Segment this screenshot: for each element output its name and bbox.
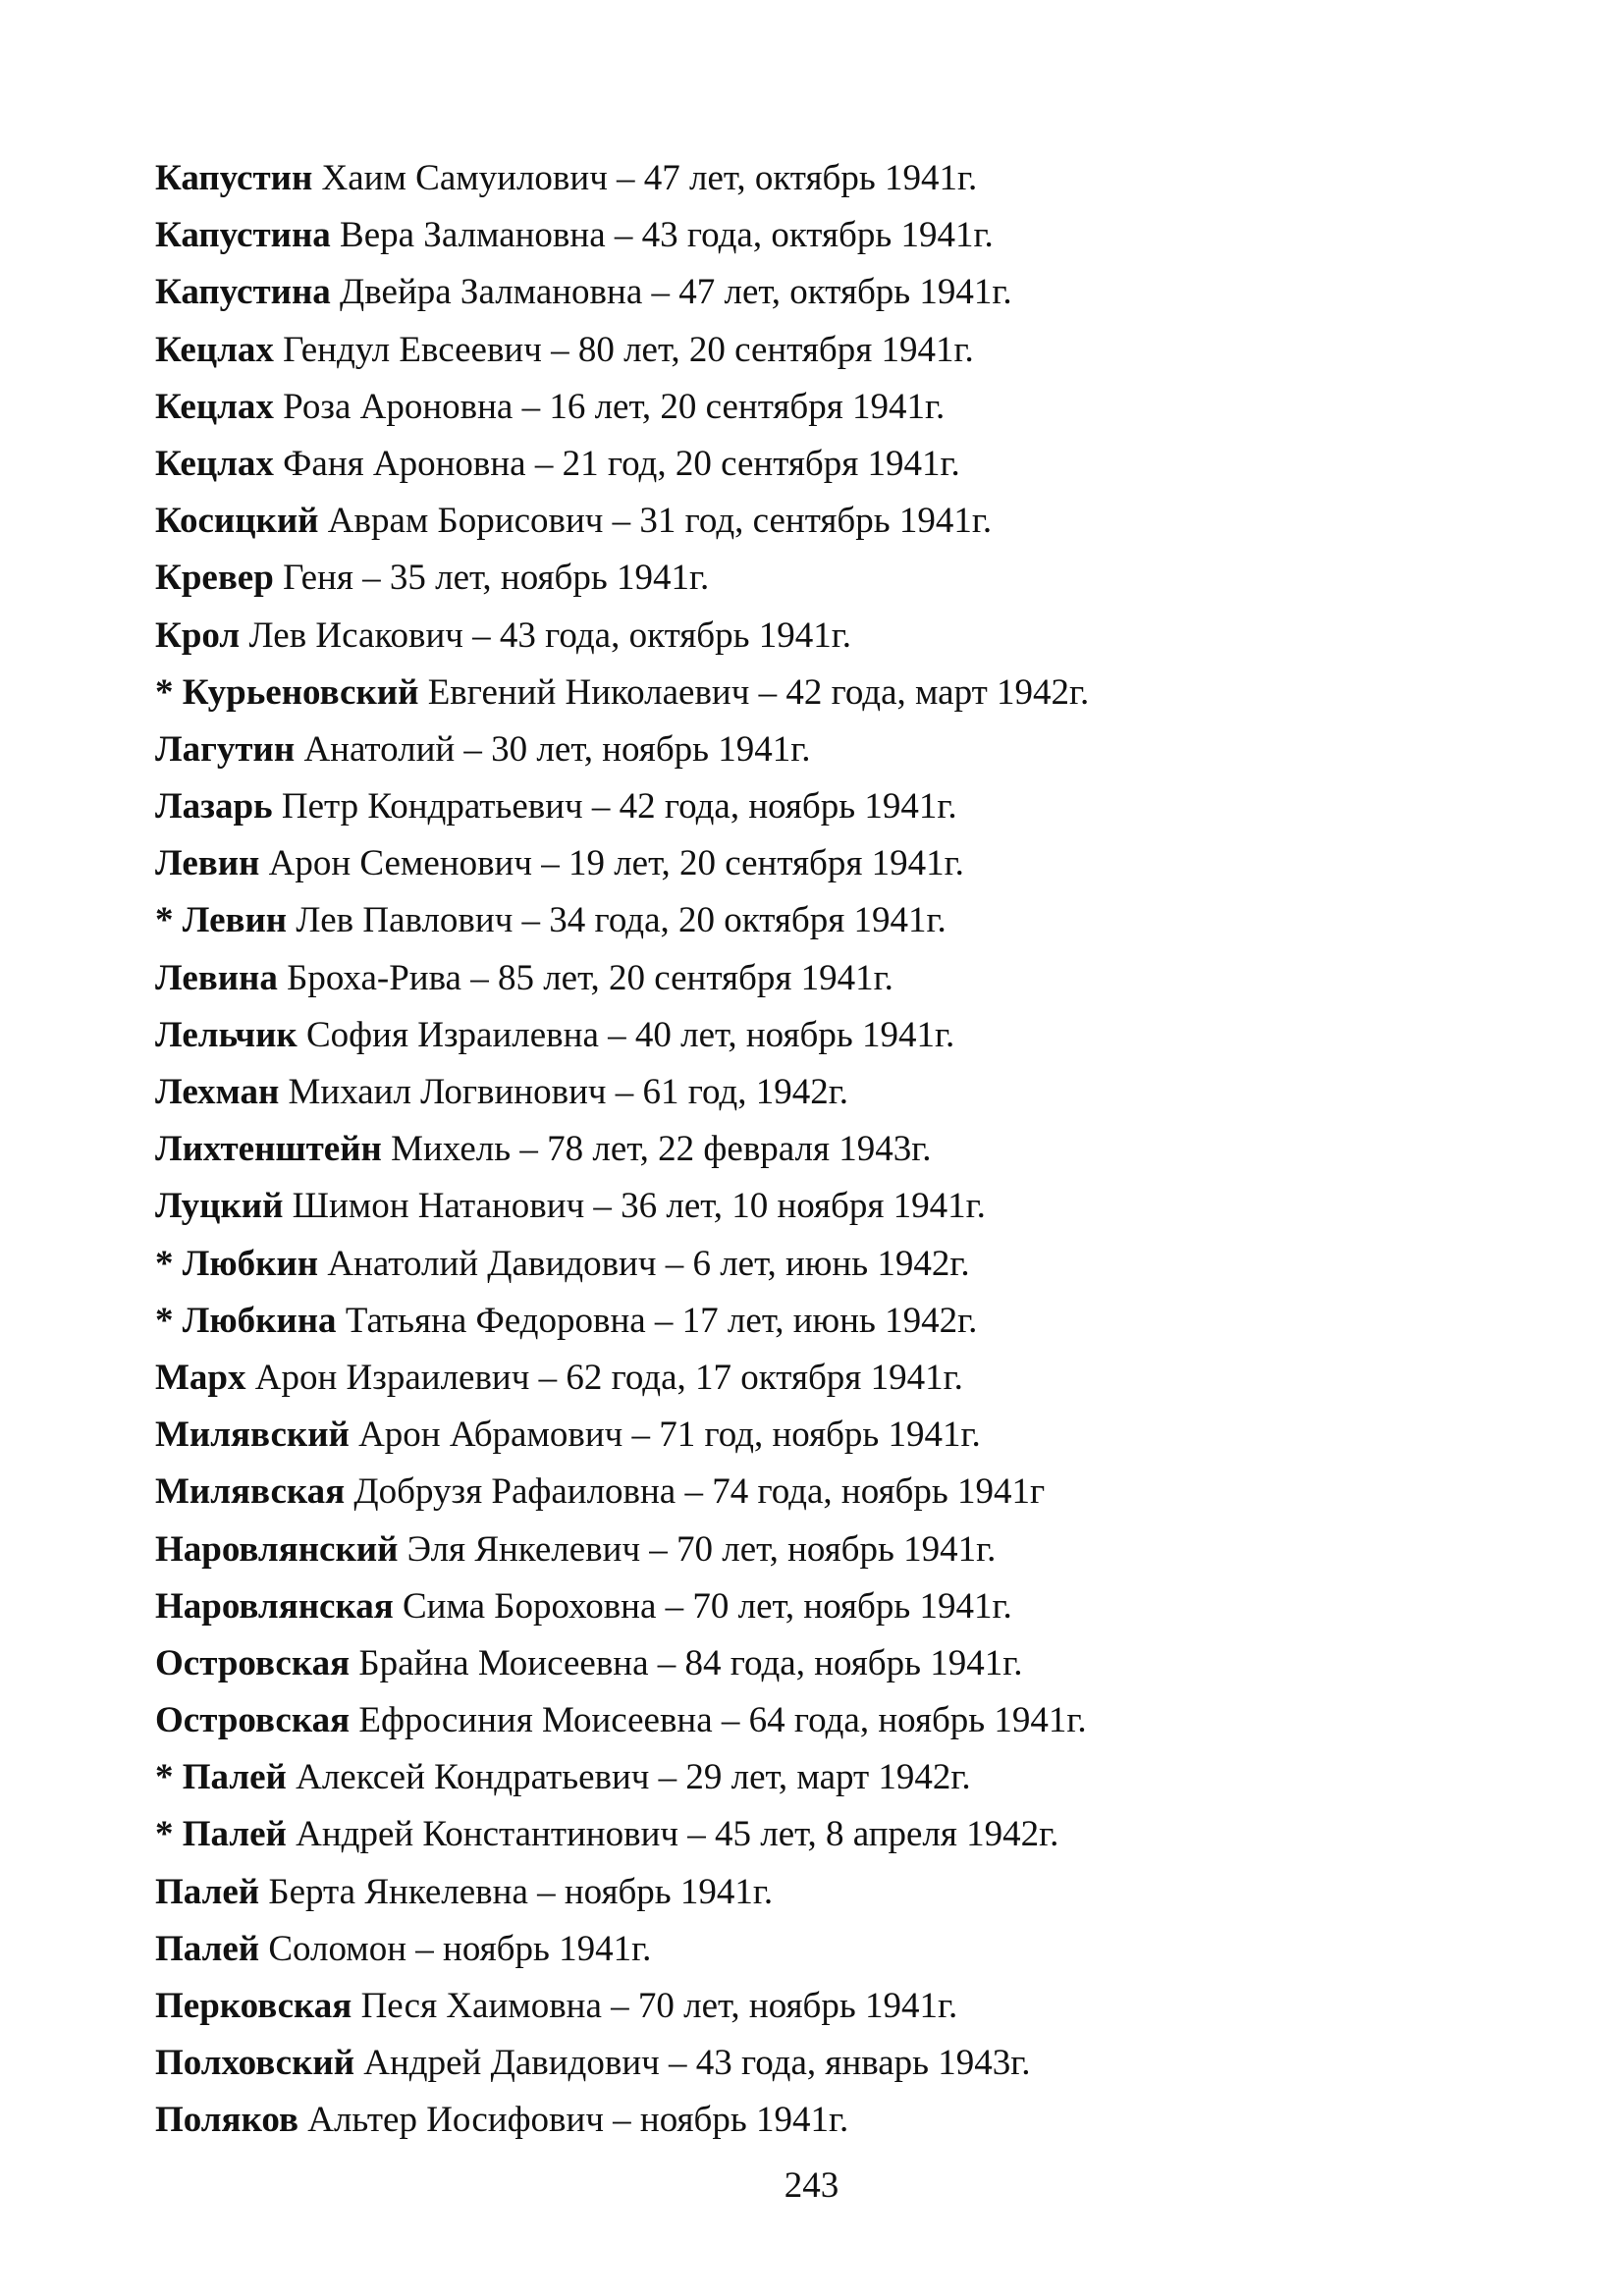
list-item (155, 150, 1490, 207)
list-item (155, 207, 1490, 264)
entry-details: Шимон Натанович – 36 лет, 10 ноября 1941г. (283, 1186, 986, 1227)
surname: Левина (155, 957, 278, 998)
entry-details: Гендул Евсеевич – 80 лет, 20 сентября 1941г. (273, 329, 974, 370)
asterisk-mark: * (155, 900, 183, 941)
asterisk-mark: * (155, 1243, 183, 1284)
surname: Палей (155, 1928, 260, 1969)
list-item (155, 379, 1490, 436)
entry-details: Броха-Рива – 85 лет, 20 сентября 1941г. (277, 957, 893, 998)
surname: Палей (155, 1871, 260, 1912)
entry-details: Альтер Иосифович – ноябрь 1941г. (298, 2100, 849, 2141)
asterisk-mark: * (155, 671, 183, 713)
surname: Курьеновский (182, 671, 419, 713)
asterisk-mark: * (155, 1300, 183, 1341)
entry-details: Фаня Ароновна – 21 год, 20 сентября 1941г. (273, 443, 960, 484)
entry-details: Вера Залмановна – 43 года, октябрь 1941г. (330, 215, 994, 256)
surname: Кецлах (155, 443, 274, 484)
entry-details: София Израилевна – 40 лет, ноябрь 1941г. (297, 1014, 955, 1055)
entry-details: Добрузя Рафаиловна – 74 года, ноябрь 1941г (345, 1471, 1046, 1513)
entry-details: Роза Ароновна – 16 лет, 20 сентября 1941г. (273, 386, 946, 427)
surname: Косицкий (155, 501, 319, 542)
entry-details: Арон Абрамович – 71 год, ноябрь 1941г. (349, 1415, 981, 1456)
surname: Марх (155, 1357, 246, 1398)
list-item (155, 1464, 1490, 1521)
list-item (155, 1749, 1490, 1806)
asterisk-mark: * (155, 1814, 183, 1855)
list-item (155, 1178, 1490, 1235)
list-item (155, 1293, 1490, 1350)
entry-details: Сима Бороховна – 70 лет, ноябрь 1941г. (393, 1585, 1012, 1627)
surname: Островская (155, 1700, 351, 1741)
list-item (155, 1121, 1490, 1178)
entry-details: Лев Павлович – 34 года, 20 октября 1941г. (287, 900, 947, 941)
page-number: 243 (784, 2165, 839, 2206)
entry-details: Двейра Залмановна – 47 лет, октябрь 1941г. (330, 272, 1012, 313)
surname: Лехман (155, 1072, 280, 1112)
list-item (155, 1806, 1490, 1863)
entry-details: Эля Янкелевич – 70 лет, ноябрь 1941г. (398, 1528, 997, 1570)
entry-details: Арон Израилевич – 62 года, 17 октября 1941г. (245, 1357, 963, 1398)
surname: Палей (182, 1757, 287, 1798)
list-item (155, 778, 1490, 835)
list-item (155, 665, 1490, 721)
list-item (155, 1064, 1490, 1121)
surname: Островская (155, 1642, 351, 1683)
list-item (155, 1978, 1490, 2035)
surname: Кревер (155, 558, 274, 599)
entry-details: Анатолий – 30 лет, ноябрь 1941г. (295, 728, 811, 770)
entry-details: Михель – 78 лет, 22 февраля 1943г. (381, 1129, 932, 1170)
surname: Любкин (182, 1243, 319, 1284)
asterisk-mark: * (155, 1757, 183, 1798)
surname: Капустина (155, 215, 331, 256)
entry-details: Аврам Борисович – 31 год, сентябрь 1941г. (318, 501, 993, 542)
entry-details: Евгений Николаевич – 42 года, март 1942г. (418, 671, 1090, 713)
surname: Левин (182, 900, 288, 941)
list-item (155, 1921, 1490, 1978)
entry-details: Арон Семенович – 19 лет, 20 сентября 1941г. (259, 843, 964, 884)
list-item (155, 835, 1490, 892)
surname: Кецлах (155, 386, 274, 427)
victims-list (155, 150, 1490, 2150)
list-item (155, 1578, 1490, 1635)
entry-details: Андрей Давидович – 43 года, январь 1943г. (354, 2043, 1031, 2084)
surname: Перковская (155, 1986, 352, 2026)
surname: Милявская (155, 1471, 346, 1513)
list-item (155, 322, 1490, 379)
entry-details: Геня – 35 лет, ноябрь 1941г. (273, 558, 710, 599)
surname: Лагутин (155, 728, 296, 770)
list-item (155, 436, 1490, 493)
entry-details: Анатолий Давидович – 6 лет, июнь 1942г. (318, 1243, 970, 1284)
surname: Наровлянская (155, 1585, 394, 1627)
surname: Крол (155, 614, 241, 656)
entry-details: Песя Хаимовна – 70 лет, ноябрь 1941г. (352, 1986, 958, 2026)
surname: Капустин (155, 158, 313, 198)
surname: Лазарь (155, 786, 273, 828)
list-item (155, 1864, 1490, 1921)
surname: Наровлянский (155, 1528, 399, 1570)
entry-details: Соломон – ноябрь 1941г. (259, 1928, 652, 1969)
entry-details: Михаил Логвинович – 61 год, 1942г. (279, 1072, 848, 1112)
list-item (155, 1350, 1490, 1407)
list-item (155, 2092, 1490, 2149)
surname: Левин (155, 843, 260, 884)
list-item (155, 950, 1490, 1007)
surname: Палей (182, 1814, 287, 1855)
list-item (155, 608, 1490, 665)
surname: Полховский (155, 2043, 355, 2084)
surname: Капустина (155, 272, 331, 313)
list-item (155, 2035, 1490, 2092)
list-item (155, 550, 1490, 607)
entry-details: Алексей Кондратьевич – 29 лет, март 1942г. (286, 1757, 971, 1798)
list-item (155, 1236, 1490, 1293)
list-item (155, 1635, 1490, 1692)
entry-details: Хаим Самуилович – 47 лет, октябрь 1941г. (312, 158, 978, 198)
surname: Лельчик (155, 1014, 298, 1055)
list-item (155, 493, 1490, 550)
list-item (155, 1522, 1490, 1578)
entry-details: Петр Кондратьевич – 42 года, ноябрь 1941г. (272, 786, 957, 828)
list-item (155, 1692, 1490, 1749)
list-item (155, 721, 1490, 778)
list-item (155, 264, 1490, 321)
entry-details: Ефросиния Моисеевна – 64 года, ноябрь 1941г. (350, 1700, 1087, 1741)
entry-details: Лев Исакович – 43 года, октябрь 1941г. (240, 614, 851, 656)
entry-details: Андрей Константинович – 45 лет, 8 апреля 1942г. (286, 1814, 1059, 1855)
surname: Поляков (155, 2100, 298, 2141)
surname: Кецлах (155, 329, 274, 370)
entry-details: Татьяна Федоровна – 17 лет, июнь 1942г. (336, 1300, 978, 1341)
entry-details: Берта Янкелевна – ноябрь 1941г. (259, 1871, 774, 1912)
surname: Милявский (155, 1415, 350, 1456)
surname: Любкина (182, 1300, 337, 1341)
list-item (155, 892, 1490, 949)
entry-details: Брайна Моисеевна – 84 года, ноябрь 1941г. (350, 1642, 1023, 1683)
surname: Лихтенштейн (155, 1129, 382, 1170)
list-item (155, 1007, 1490, 1064)
list-item (155, 1407, 1490, 1464)
surname: Луцкий (155, 1186, 284, 1227)
